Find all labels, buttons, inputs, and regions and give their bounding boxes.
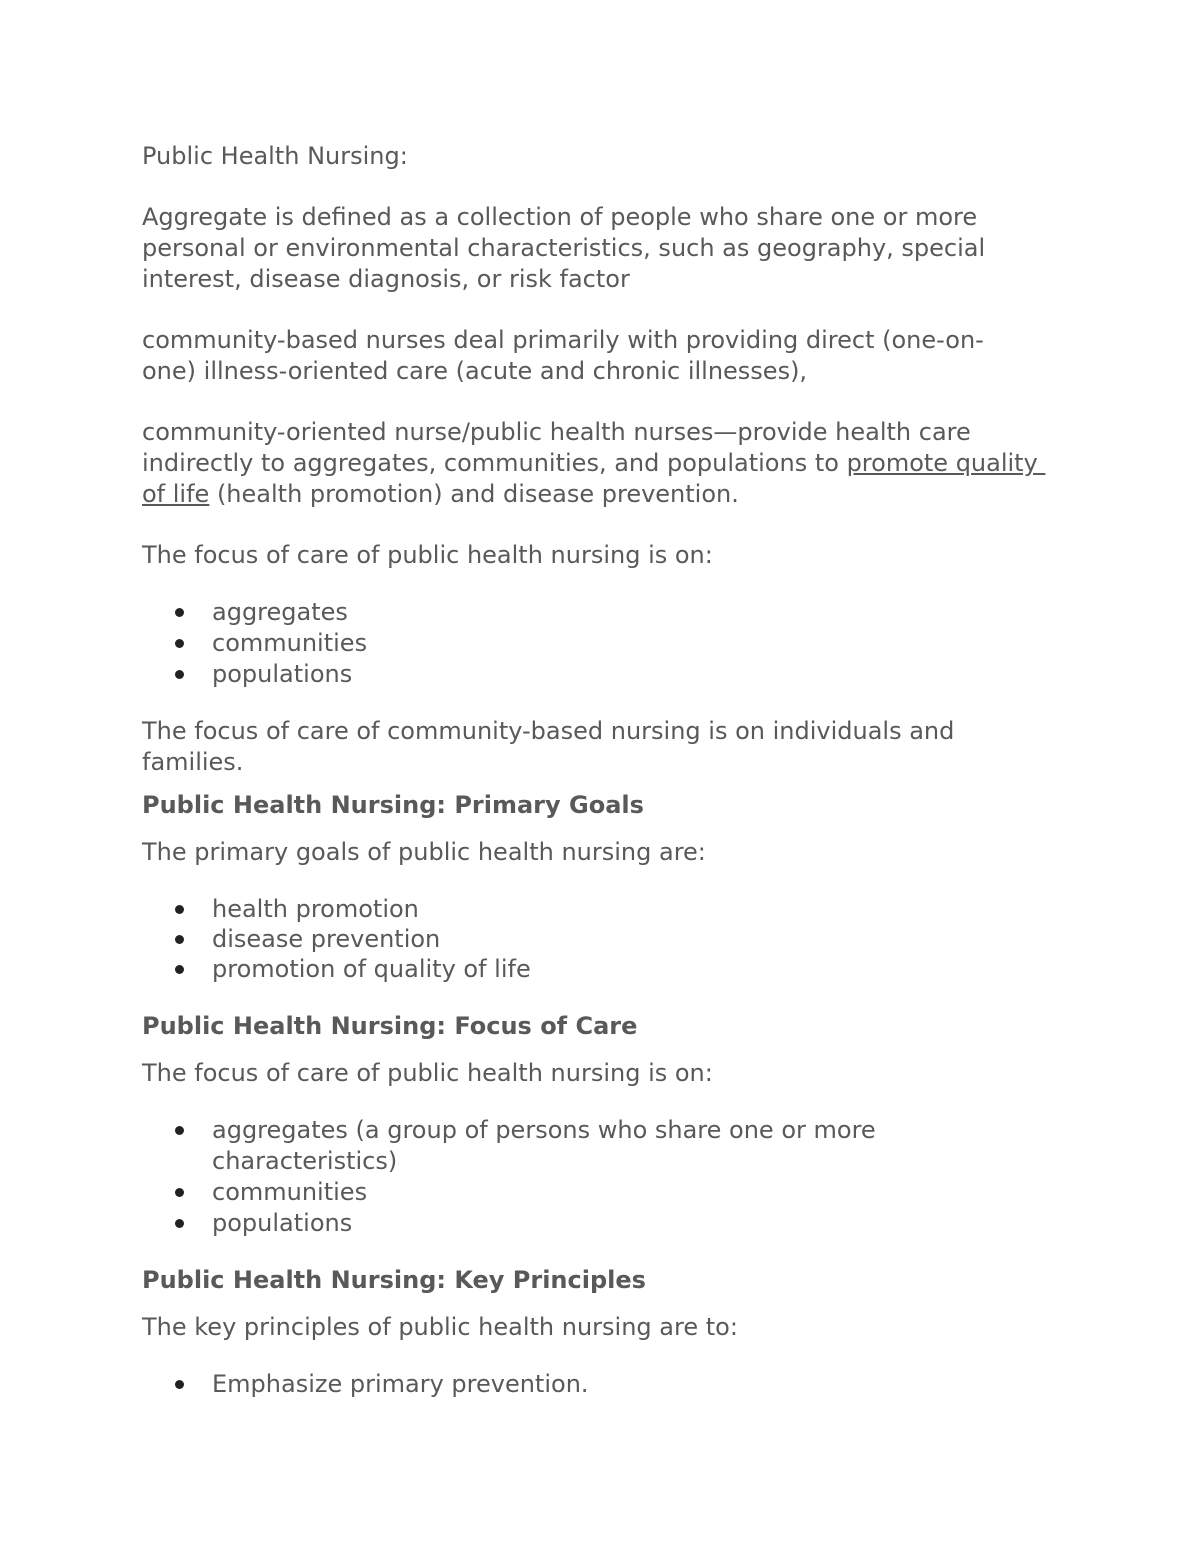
aggregate-definition: Aggregate is defined as a collection of people who share one or more personal or environmental characteristics, such as geography, special interest, disease diagnosis, or risk factor [142, 203, 993, 293]
community-based-focus: The focus of care of community-based nursing is on individuals and families. [142, 717, 963, 776]
bullet-icon [175, 670, 184, 679]
list-item: disease prevention [142, 924, 1062, 955]
list-item: populations [142, 659, 1062, 690]
section-heading-primary-goals: Public Health Nursing: Primary Goals [142, 791, 644, 819]
section-heading-key-principles: Public Health Nursing: Key Principles [142, 1266, 646, 1294]
bullet-icon [175, 1380, 184, 1389]
bullet-icon [175, 905, 184, 914]
bullet-icon [175, 639, 184, 648]
section-intro-key-principles: The key principles of public health nursing are to: [142, 1313, 738, 1341]
bullet-icon [175, 935, 184, 944]
community-oriented-text: community-oriented nurse/public health nurses—provide health care indirectly to aggregates, communities, and populations to [142, 418, 979, 477]
list-item: populations [142, 1208, 962, 1239]
focus-of-care-list [142, 1115, 962, 1239]
community-oriented-end-text: (health promotion) and disease prevention. [209, 480, 739, 508]
bullet-icon [175, 1126, 184, 1135]
section-intro-primary-goals: The primary goals of public health nursing are: [142, 838, 706, 866]
focus-list [142, 597, 1062, 690]
section-intro-focus-of-care: The focus of care of public health nursing is on: [142, 1059, 713, 1087]
list-item: health promotion [142, 894, 1062, 925]
bullet-icon [175, 608, 184, 617]
section-heading-focus-of-care: Public Health Nursing: Focus of Care [142, 1012, 638, 1040]
document-title: Public Health Nursing: [142, 142, 408, 170]
list-item: communities [142, 1177, 962, 1208]
bullet-icon [175, 965, 184, 974]
list-item: Emphasize primary prevention. [142, 1369, 1062, 1400]
bullet-icon [175, 1219, 184, 1228]
list-item: communities [142, 628, 1062, 659]
community-oriented-paragraph [142, 417, 1057, 510]
key-principles-list [142, 1369, 1062, 1400]
promote-quality-of-life-text: promote quality of life [142, 449, 1046, 508]
bullet-icon [175, 1188, 184, 1197]
document-page [142, 141, 1062, 1400]
community-based-paragraph: community-based nurses deal primarily with providing direct (one-on-one) illness-oriented care (acute and chronic illnesses), [142, 326, 984, 385]
list-item: aggregates [142, 597, 1062, 628]
focus-intro: The focus of care of public health nursing is on: [142, 541, 713, 569]
list-item: aggregates (a group of persons who share one or more characteristics) [142, 1115, 962, 1177]
list-item: promotion of quality of life [142, 954, 1062, 985]
primary-goals-list [142, 894, 1062, 985]
